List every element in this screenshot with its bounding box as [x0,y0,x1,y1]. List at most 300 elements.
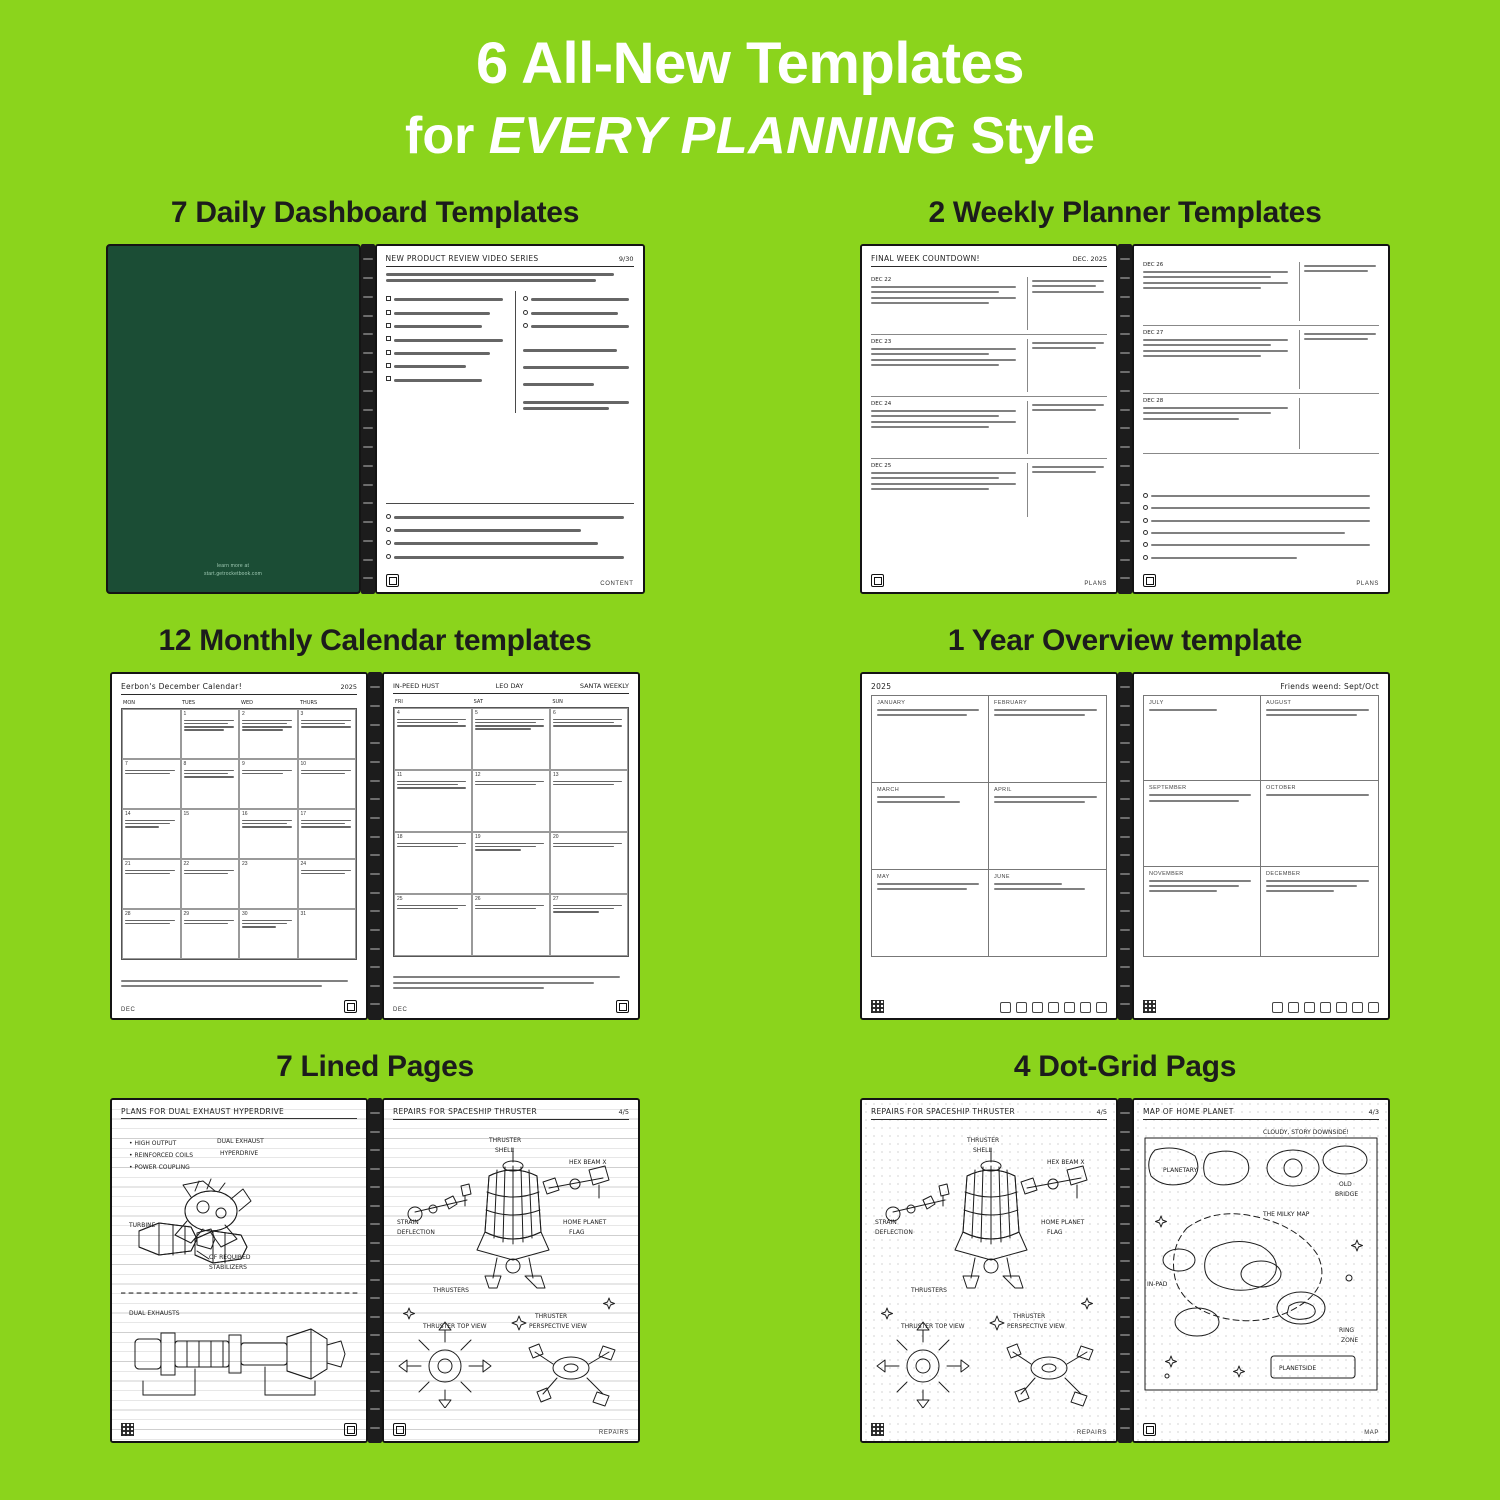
calendar-cell[interactable] [181,759,240,809]
destination-icon-5[interactable] [1336,1002,1347,1013]
dotgrid-left-header [871,1107,1107,1120]
weekday-header: WED [241,700,253,706]
svg-text:OF REQUIRED: OF REQUIRED [209,1254,251,1261]
monthly-right-content [384,674,638,1018]
checkbox[interactable] [386,376,391,381]
weekday-header: SUN [552,699,563,705]
monthly-right-header [393,682,629,694]
svg-text:THRUSTER: THRUSTER [967,1137,1000,1144]
year-month-label: NOVEMBER [1149,870,1184,877]
calendar-day-number: 14 [125,811,131,817]
year-quarter-cell[interactable] [1143,781,1261,866]
year-quarter-cell[interactable] [871,696,989,783]
monthly-left-title: Eerbon's December Calendar! [121,682,242,691]
svg-text:FLAG: FLAG [569,1229,585,1236]
monthly-left-grid [121,708,357,960]
destination-icon-5[interactable] [1064,1002,1075,1013]
bullet-dot [386,540,391,545]
weekday-header: FRI [395,699,403,705]
calendar-day-number: 31 [300,911,307,917]
svg-text:PLANETARY: PLANETARY [1163,1167,1198,1174]
weekly-left-date: DEC. 2025 [1072,255,1107,263]
section-title-monthly-calendar: 12 Monthly Calendar templates [158,624,592,657]
year-right-content [1134,674,1388,1018]
svg-text:PLANETSIDE: PLANETSIDE [1279,1365,1317,1372]
rocketbook-logo-icon [1143,574,1156,587]
notebook-cover [106,244,361,594]
section-title-daily-dashboard: 7 Daily Dashboard Templates [170,196,580,229]
year-right-footer [1143,1000,1379,1013]
year-month-label: DECEMBER [1266,870,1301,877]
note-item [394,513,634,522]
destination-icon-3[interactable] [1304,1002,1315,1013]
weekly-day-label: DEC 26 [1143,262,1164,268]
hyperdrive-sketch [121,1119,361,1409]
svg-text:SHELL: SHELL [973,1147,992,1154]
weekly-right-days [1143,258,1379,454]
svg-text:• REINFORCED COILS: • REINFORCED COILS [129,1152,194,1159]
svg-text:THRUSTER: THRUSTER [489,1137,522,1144]
year-quarter-cell[interactable] [989,870,1107,957]
monthly-right-label-2: LEO DAY [495,682,524,690]
note-item [531,322,633,331]
calendar-day-number: 17 [300,811,307,817]
weekly-day-label: DEC 22 [871,277,892,283]
year-month-label: SEPTEMBER [1149,785,1187,792]
calendar-cell[interactable] [472,832,550,894]
svg-text:OLD: OLD [1339,1181,1352,1188]
bullet-dot [1143,518,1148,523]
calendar-cell[interactable] [239,809,298,859]
svg-text:THE MILKY MAP: THE MILKY MAP [1263,1211,1310,1218]
section-year-overview [750,624,1500,1020]
destination-icon-6[interactable] [1080,1002,1091,1013]
svg-text:STRAIN: STRAIN [875,1219,897,1226]
rocketbook-logo-icon [344,1423,357,1436]
bullet-dot [1143,542,1148,547]
weekday-header: TUES [182,700,196,706]
calendar-day-number: 29 [183,911,190,917]
row-2 [0,624,1500,1020]
year-month-label: JULY [1149,700,1164,706]
weekly-right-footer-label: PLANS [1356,581,1379,587]
notebook-page-dotgrid-right [1132,1098,1390,1443]
calendar-cell[interactable] [550,832,628,894]
notebook-page-year-left [860,672,1118,1020]
lined-left-title: PLANS FOR DUAL EXHAUST HYPERDRIVE [121,1107,357,1119]
monthly-left-content [112,674,366,1018]
note-item [531,309,633,318]
weekly-day-block [871,335,1107,397]
year-quarter-cell[interactable] [1143,867,1261,957]
daily-top-notes [386,273,634,282]
svg-text:HEX BEAM X: HEX BEAM X [569,1159,607,1166]
year-left-title: 2025 [871,682,892,691]
section-weekly-planner [750,196,1500,594]
svg-text:HOME PLANET: HOME PLANET [563,1219,607,1226]
notebook-spine [1118,672,1132,1020]
year-month-label: JUNE [994,874,1010,880]
weekly-left-title: FINAL WEEK COUNTDOWN! [871,254,980,263]
daily-page-footer [386,574,634,587]
svg-text:PERSPECTIVE VIEW: PERSPECTIVE VIEW [1007,1323,1065,1330]
section-lined-pages [0,1050,750,1443]
svg-text:THRUSTERS: THRUSTERS [911,1287,947,1294]
sections-grid [0,196,1500,1443]
spaceship-thruster-sketch [393,1120,633,1408]
calendar-cell[interactable] [472,708,550,770]
year-quarter-cell[interactable] [1261,696,1379,781]
destination-icon-7[interactable] [1096,1002,1107,1013]
qr-code-icon [121,1423,134,1436]
notebook-page-weekly-left [860,244,1118,594]
svg-text:IN-PAD: IN-PAD [1147,1281,1168,1288]
daily-page-date: 9/30 [618,255,634,263]
qr-code-icon [871,1000,884,1013]
checkbox[interactable] [386,310,391,315]
icon-row [1272,1002,1379,1013]
dotgrid-right-content [1134,1100,1388,1441]
svg-text:STABILIZERS: STABILIZERS [209,1264,247,1271]
calendar-day-number: 11 [397,772,403,778]
monthly-left-weekday-headers [121,700,357,706]
checklist-item [394,362,508,371]
rocketbook-logo-icon [386,574,399,587]
calendar-day-number: 9 [242,761,245,767]
calendar-cell[interactable] [394,770,472,832]
bullet-dot [1143,505,1148,510]
calendar-cell[interactable] [122,759,181,809]
calendar-day-number: 27 [553,896,559,902]
bullet-dot [523,296,528,301]
calendar-day-number: 4 [397,710,400,716]
weekly-day-label: DEC 23 [871,339,892,345]
dotgrid-right-title: MAP OF HOME PLANET [1143,1107,1234,1116]
calendar-cell[interactable] [298,709,357,759]
destination-icon-7[interactable] [1368,1002,1379,1013]
notebook-spine [361,244,375,594]
calendar-day-number: 28 [125,911,131,917]
checklist-item [394,349,508,358]
notebook-page-year-right [1132,672,1390,1020]
weekly-day-block [1143,258,1379,326]
notebook-page-lined-left [110,1098,368,1443]
calendar-cell[interactable] [298,809,357,859]
rocketbook-logo-icon [1143,1423,1156,1436]
weekly-left-days [871,273,1107,521]
calendar-cell[interactable] [122,859,181,909]
checkbox[interactable] [386,323,391,328]
destination-icon-4[interactable] [1048,1002,1059,1013]
calendar-cell[interactable] [472,770,550,832]
bullet-dot [386,527,391,532]
notebook-page-lined-right [382,1098,640,1443]
calendar-cell[interactable] [394,894,472,956]
calendar-day-number: 6 [553,710,556,716]
headline-line-2 [0,101,1500,171]
year-quarter-cell[interactable] [871,870,989,957]
notebook-spread-monthly [110,672,640,1020]
checklist-item [394,335,508,344]
section-monthly-calendar [0,624,750,1020]
weekly-right-bottom-notes [1143,488,1379,566]
checkbox[interactable] [386,336,391,341]
dotgrid-left-date: 4/5 [1096,1108,1107,1116]
note-item [531,295,633,304]
svg-text:DEFLECTION: DEFLECTION [397,1229,435,1236]
monthly-left-year: 2025 [340,683,357,691]
weekly-day-block [1143,394,1379,454]
checkbox[interactable] [386,296,391,301]
monthly-left-footer-label: DEC [121,1007,136,1013]
calendar-cell[interactable] [122,809,181,859]
notebook-spread-year [860,672,1390,1020]
svg-text:TURBINE: TURBINE [129,1222,156,1229]
checklist-item [394,375,508,384]
year-quarter-cell[interactable] [989,783,1107,870]
checklist-item [394,322,508,331]
destination-icon-4[interactable] [1320,1002,1331,1013]
calendar-day-number: 30 [242,911,248,917]
calendar-day-number: 1 [183,711,187,717]
lined-right-title: REPAIRS FOR SPACESHIP THRUSTER [393,1107,538,1116]
svg-text:THRUSTER: THRUSTER [1013,1313,1046,1320]
weekday-header: SAT [473,699,484,705]
notebook-spread-weekly [860,244,1390,594]
weekly-day-label: DEC 24 [871,401,892,407]
section-daily-dashboard [0,196,750,594]
monthly-right-footer-label: DEC [393,1007,408,1013]
rocketbook-logo-icon [871,574,884,587]
svg-text:HYPERDRIVE: HYPERDRIVE [220,1150,259,1157]
monthly-left-header [121,682,357,695]
svg-text:• HIGH OUTPUT: • HIGH OUTPUT [129,1140,177,1147]
notebook-spine [1118,244,1132,594]
headline-line-1: 6 All-New Templates [475,31,1025,96]
weekly-left-content [862,246,1116,592]
bullet-dot [1143,493,1148,498]
year-quarter-cell[interactable] [1143,696,1261,781]
dotgrid-left-footer [871,1423,1107,1436]
row-3 [0,1050,1500,1443]
year-month-label: MARCH [877,787,900,793]
cover-text-line-1: learn more at [216,563,250,569]
calendar-day-number: 21 [125,861,131,867]
destination-icon-2[interactable] [1288,1002,1299,1013]
svg-text:PERSPECTIVE VIEW: PERSPECTIVE VIEW [529,1323,587,1330]
rocketbook-logo-icon [344,1000,357,1013]
calendar-cell[interactable] [239,709,298,759]
calendar-cell[interactable] [550,708,628,770]
calendar-cell[interactable] [239,909,298,959]
year-quarter-cell[interactable] [989,696,1107,783]
dotgrid-right-date: 4/3 [1368,1108,1379,1116]
calendar-cell[interactable] [472,894,550,956]
year-quarter-cell[interactable] [1261,867,1379,957]
lined-right-date: 4/5 [618,1108,629,1116]
monthly-left-footer [121,1000,357,1013]
year-right-grid [1143,695,1379,957]
weekly-day-label: DEC 27 [1143,330,1164,336]
calendar-cell[interactable] [298,859,357,909]
calendar-day-number: 18 [397,834,403,840]
calendar-day-number: 19 [475,834,481,840]
calendar-cell[interactable] [181,909,240,959]
calendar-day-number: 7 [125,761,128,767]
dotgrid-left-footer-label: REPAIRS [1076,1430,1107,1436]
calendar-cell[interactable] [394,832,472,894]
calendar-cell[interactable] [181,859,240,909]
monthly-right-footer [393,1000,629,1013]
calendar-cell[interactable] [239,859,298,909]
calendar-day-number: 16 [242,811,248,817]
year-quarter-cell[interactable] [871,783,989,870]
year-quarter-cell[interactable] [1261,781,1379,866]
headline-italic: EVERY PLANNING [488,106,957,165]
svg-text:SHELL: SHELL [495,1147,514,1154]
destination-icon-1[interactable] [1000,1002,1011,1013]
notebook-spread-daily [106,244,645,594]
weekly-day-block [871,397,1107,459]
qr-code-icon [1143,1000,1156,1013]
svg-text:THRUSTER TOP VIEW: THRUSTER TOP VIEW [901,1323,965,1330]
bullet-dot [523,310,528,315]
destination-icon-2[interactable] [1016,1002,1027,1013]
weekly-right-content [1134,246,1388,592]
qr-code-icon [871,1423,884,1436]
destination-icon-6[interactable] [1352,1002,1363,1013]
daily-two-columns [386,291,634,413]
weekly-day-label: DEC 28 [1143,398,1164,404]
checkbox[interactable] [386,350,391,355]
lined-right-content [384,1100,638,1441]
bullet-dot [523,323,528,328]
calendar-day-number: 3 [300,711,304,717]
svg-text:THRUSTER: THRUSTER [535,1313,568,1320]
cover-text-line-2: start.getrocketbook.com [204,570,262,577]
calendar-cell[interactable] [181,809,240,859]
home-planet-map-sketch [1143,1120,1383,1408]
notebook-spread-lined [110,1098,640,1443]
notebook-spine [368,672,382,1020]
svg-text:STRAIN: STRAIN [397,1219,419,1226]
note-item [394,553,634,562]
daily-footer-label: CONTENT [600,581,634,587]
year-month-label: FEBRUARY [994,700,1028,706]
svg-text:FLAG: FLAG [1047,1229,1063,1236]
calendar-cell[interactable] [181,709,240,759]
cover-text [108,563,359,578]
rocketbook-logo-icon [616,1000,629,1013]
monthly-right-label-3: SANTA WEEKLY [579,682,629,690]
dotgrid-right-footer-label: MAP [1364,1430,1379,1436]
daily-checklist [386,291,508,413]
year-left-content [862,674,1116,1018]
calendar-cell[interactable] [394,708,472,770]
calendar-cell[interactable] [239,759,298,809]
svg-text:DUAL EXHAUST: DUAL EXHAUST [217,1138,264,1145]
dotgrid-right-header [1143,1107,1379,1120]
monthly-right-notes [393,973,629,992]
svg-text:CLOUDY, STORY DOWNSIDE!: CLOUDY, STORY DOWNSIDE! [1263,1129,1349,1136]
calendar-day-number: 20 [553,834,559,840]
calendar-cell[interactable] [122,709,181,759]
notebook-spread-dotgrid [860,1098,1390,1443]
svg-text:DUAL EXHAUSTS: DUAL EXHAUSTS [129,1310,180,1317]
headline-post: Style [956,106,1095,165]
year-month-label: MAY [877,874,890,880]
notebook-page-daily-right [375,244,645,594]
calendar-day-number: 13 [553,772,559,778]
weekly-day-block [871,459,1107,521]
calendar-cell[interactable] [550,770,628,832]
svg-text:• POWER COUPLING: • POWER COUPLING [129,1164,190,1171]
headline-pre: for [405,106,489,165]
notebook-page-dotgrid-left [860,1098,1118,1443]
lined-right-footer [393,1423,629,1436]
notebook-page-monthly-left [110,672,368,1020]
year-left-footer [871,1000,1107,1013]
monthly-right-label-1: IN-PEED HUST [393,682,440,690]
rocketbook-logo-icon [393,1423,406,1436]
section-dot-grid-pages [750,1050,1500,1443]
dotgrid-left-content [862,1100,1116,1441]
calendar-cell[interactable] [298,759,357,809]
svg-text:HEX BEAM X: HEX BEAM X [1047,1159,1085,1166]
svg-text:RING: RING [1339,1327,1355,1334]
spaceship-thruster-sketch-dot [871,1120,1111,1408]
lined-right-footer-label: REPAIRS [598,1430,629,1436]
bullet-dot [1143,530,1148,535]
svg-text:THRUSTERS: THRUSTERS [433,1287,469,1294]
calendar-day-number: 2 [242,711,245,717]
checkbox[interactable] [386,363,391,368]
year-left-grid [871,695,1107,957]
calendar-day-number: 23 [242,861,248,867]
calendar-cell[interactable] [298,909,357,959]
calendar-day-number: 12 [475,772,481,778]
dotgrid-left-title: REPAIRS FOR SPACESHIP THRUSTER [871,1107,1016,1116]
note-item [394,539,634,548]
year-month-label: OCTOBER [1266,785,1296,792]
checklist-item [394,309,508,318]
destination-icon-1[interactable] [1272,1002,1283,1013]
notebook-page-weekly-right [1132,244,1390,594]
svg-text:BRIDGE: BRIDGE [1335,1191,1359,1198]
svg-text:THRUSTER TOP VIEW: THRUSTER TOP VIEW [423,1323,487,1330]
daily-page-content [377,246,643,592]
monthly-right-weekday-headers [393,699,629,705]
lined-left-footer [121,1423,357,1436]
calendar-day-number: 24 [300,861,307,867]
dotgrid-right-footer [1143,1423,1379,1436]
notebook-page-monthly-right [382,672,640,1020]
calendar-day-number: 22 [183,861,190,867]
bullet-dot [386,554,391,559]
calendar-cell[interactable] [122,909,181,959]
weekly-day-label: DEC 25 [871,463,892,469]
svg-text:ZONE: ZONE [1341,1337,1359,1344]
destination-icon-3[interactable] [1032,1002,1043,1013]
calendar-day-number: 8 [183,761,187,767]
note-item [394,526,634,535]
year-month-label: AUGUST [1266,700,1292,706]
icon-row [1000,1002,1107,1013]
notebook-spine [368,1098,382,1443]
calendar-day-number: 26 [475,896,481,902]
weekly-left-footer-label: PLANS [1084,581,1107,587]
calendar-cell[interactable] [550,894,628,956]
